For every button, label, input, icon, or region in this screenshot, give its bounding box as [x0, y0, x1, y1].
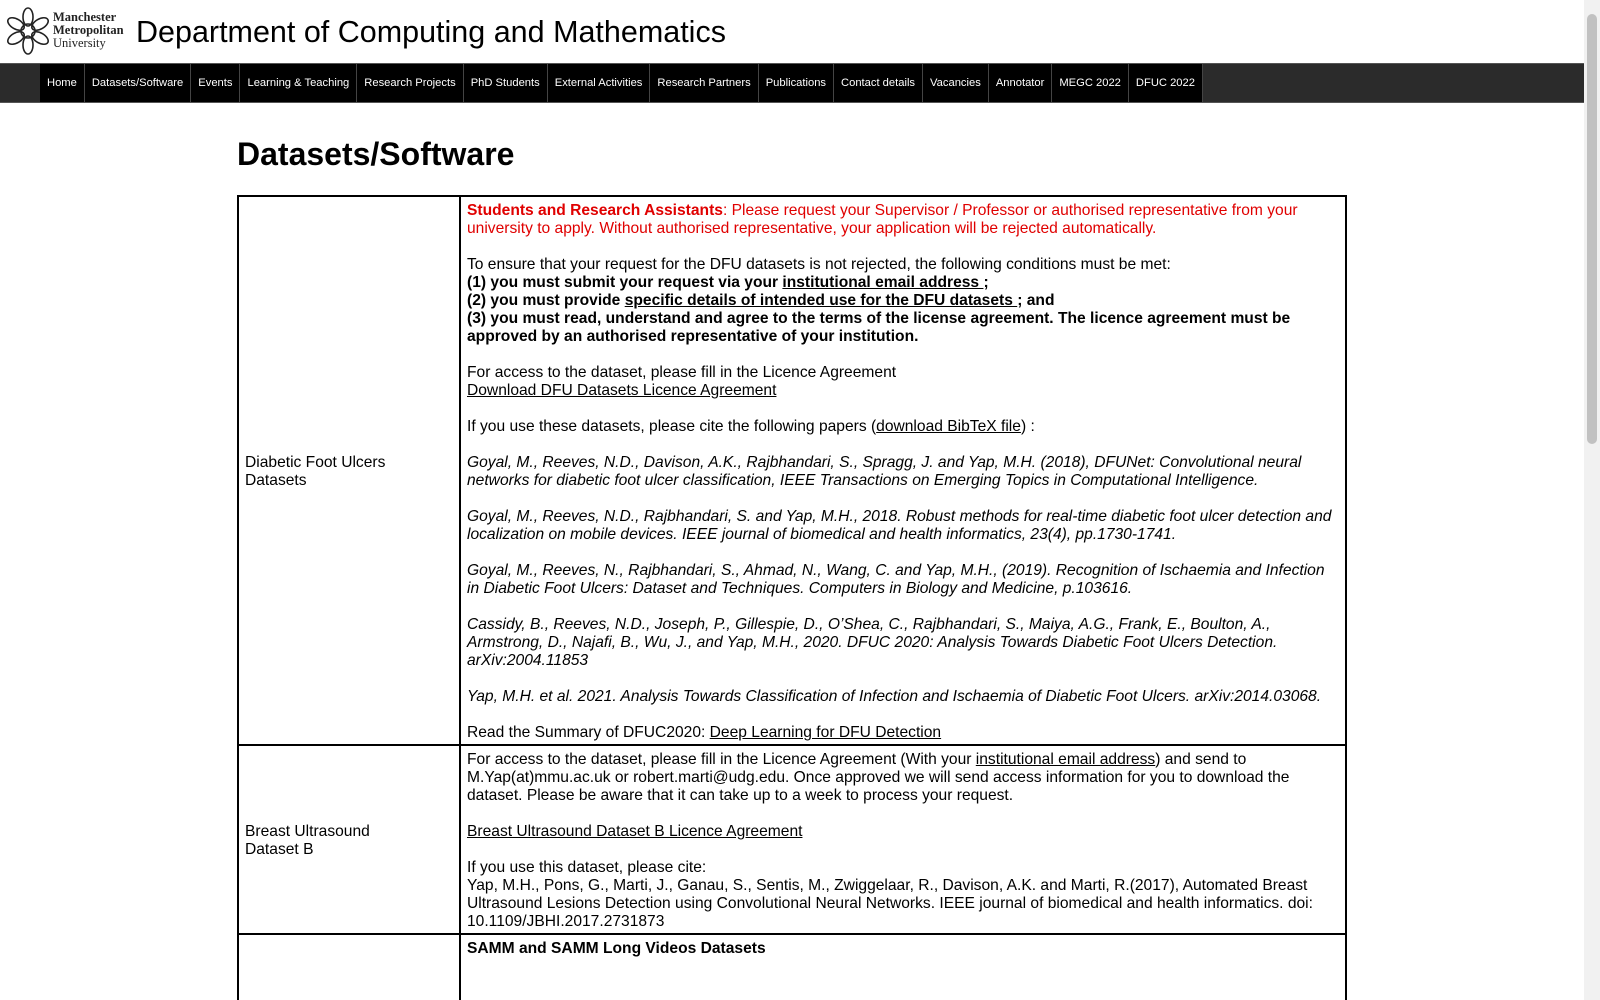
access-text: For access to the dataset, please fill in the Licence Agreement [467, 364, 897, 381]
conditions-intro: To ensure that your request for the DFU datasets is not rejected, the following conditions must be met: [467, 256, 1171, 273]
datasets-table [237, 195, 1347, 1000]
intended-use-link[interactable]: specific details of intended use for the DFU datasets [624, 292, 1018, 309]
condition-1: (1) you must submit your request via your institutional email address ; [467, 274, 989, 291]
nav-item-annotator[interactable]: Annotator [989, 64, 1053, 102]
logo-line-1: Manchester [53, 10, 117, 24]
summary-line: Read the Summary of DFUC2020: Deep Learning for DFU Detection [467, 724, 942, 741]
condition-2: (2) you must provide specific details of intended use for the DFU datasets ; and [467, 292, 1055, 309]
dataset-details-cell [460, 745, 1346, 934]
scrollbar-thumb[interactable] [1587, 14, 1597, 444]
citation: Cassidy, B., Reeves, N.D., Joseph, P., Gillespie, D., O’Shea, C., Rajbhandari, S., Maiya, A.G., Frank, E., Boulton, A., Armstrong, D., Najafi, B., Wu, J., and Yap, M.H., 2020. DFUC 2020: Analysis Towards Diabetic Foot Ulcers Detection. arXiv:2004.11853 [467, 616, 1278, 669]
bibtex-download-link[interactable]: download BibTeX file [876, 418, 1021, 435]
university-logo[interactable] [6, 7, 134, 55]
dfu-summary-link[interactable]: Deep Learning for DFU Detection [709, 724, 942, 741]
main-nav [0, 63, 1584, 103]
dataset-name-line: Datasets [245, 472, 307, 489]
nav-item-dfuc-2022[interactable]: DFUC 2022 [1129, 64, 1203, 102]
nav-item-external-activities[interactable]: External Activities [548, 64, 651, 102]
samm-title: SAMM and SAMM Long Videos Datasets [467, 940, 766, 957]
breast-institutional-email-link[interactable]: institutional email address [975, 751, 1156, 768]
table-row-breast [238, 745, 1346, 934]
citation: Yap, M.H., Pons, G., Marti, J., Ganau, S., Sentis, M., Zwiggelaar, R., Davison, A.K. and Marti, R.(2017), Automated Breast Ultrasound Lesions Detection using Convolutional Neural Networks. IEEE journal of biomedical and health informatics. doi: 10.1109/JBHI.2017.2731873 [467, 877, 1313, 930]
breast-licence-link[interactable]: Breast Ultrasound Dataset B Licence Agreement [467, 823, 803, 840]
nav-item-research-partners[interactable]: Research Partners [650, 64, 758, 102]
breast-cite-intro: If you use this dataset, please cite: [467, 859, 707, 876]
nav-item-megc-2022[interactable]: MEGC 2022 [1052, 64, 1129, 102]
dataset-name-line: Dataset B [245, 841, 314, 858]
table-row-samm [238, 934, 1346, 1000]
cite-intro: If you use these datasets, please cite the following papers (download BibTeX file) : [467, 418, 1035, 435]
warning-text: : Please request your Supervisor / Professor or authorised representative from your university to apply. Without authorised representative, your application will be rejected automatically. [467, 202, 1298, 237]
nav-list [40, 64, 1203, 102]
warning-notice [467, 202, 1339, 238]
dataset-name-cell [238, 934, 460, 1000]
breast-licence-block [467, 823, 1339, 841]
dataset-details-cell [460, 934, 1346, 1000]
vertical-scrollbar[interactable] [1584, 0, 1600, 1000]
university-name [53, 11, 124, 50]
dataset-name-cell [238, 196, 460, 745]
dataset-name-line: Diabetic Foot Ulcers [245, 454, 386, 471]
nav-item-publications[interactable]: Publications [759, 64, 834, 102]
institutional-email-link[interactable]: institutional email address [782, 274, 984, 291]
page-title: Datasets/Software [237, 136, 515, 172]
site-title: Department of Computing and Mathematics [136, 15, 726, 49]
university-emblem-icon [6, 7, 50, 55]
logo-line-2: Metropolitan [53, 23, 124, 37]
nav-item-events[interactable]: Events [191, 64, 240, 102]
access-block [467, 364, 1339, 400]
dataset-details-cell [460, 196, 1346, 745]
dataset-name-line: Breast Ultrasound [245, 823, 370, 840]
nav-item-contact-details[interactable]: Contact details [834, 64, 923, 102]
breast-access-text: For access to the dataset, please fill in the Licence Agreement (With your institutional email address) and send to M.Yap(at)mmu.ac.uk or robert.marti@udg.edu. Once approved we will send access information for you to download the dataset. Please be aware that it can take up to a week to process your request. [467, 751, 1290, 804]
citation: Goyal, M., Reeves, N.D., Davison, A.K., Rajbhandari, S., Spragg, J. and Yap, M.H. (2018), DFUNet: Convolutional neural networks for diabetic foot ulcer classification, IEEE Transactions on Emerging Topics in Computational Intelligence. [467, 454, 1302, 489]
warning-bold: Students and Research Assistants [467, 202, 723, 219]
nav-item-datasets-software[interactable]: Datasets/Software [85, 64, 191, 102]
conditions-block [467, 256, 1339, 346]
nav-item-vacancies[interactable]: Vacancies [923, 64, 989, 102]
nav-item-phd-students[interactable]: PhD Students [464, 64, 548, 102]
logo-line-3: University [53, 36, 106, 50]
condition-3: (3) you must read, understand and agree to the terms of the license agreement. The licence agreement must be approved by an authorised representative of your institution. [467, 310, 1291, 345]
citation: Yap, M.H. et al. 2021. Analysis Towards Classification of Infection and Ischaemia of Diabetic Foot Ulcers. arXiv:2014.03068. [467, 688, 1322, 705]
nav-item-learning-teaching[interactable]: Learning & Teaching [240, 64, 357, 102]
table-row-dfu [238, 196, 1346, 745]
citation: Goyal, M., Reeves, N.D., Rajbhandari, S. and Yap, M.H., 2018. Robust methods for real-time diabetic foot ulcer detection and localization on mobile devices. IEEE journal of biomedical and health informatics, 23(4), pp.1730-1741. [467, 508, 1332, 543]
nav-item-home[interactable]: Home [40, 64, 85, 102]
site-header [0, 0, 1584, 62]
citation: Goyal, M., Reeves, N., Rajbhandari, S., Ahmad, N., Wang, C. and Yap, M.H., (2019). Recognition of Ischaemia and Infection in Diabetic Foot Ulcers: Dataset and Techniques. Computers in Biology and Medicine, p.103616. [467, 562, 1325, 597]
dfu-licence-download-link[interactable]: Download DFU Datasets Licence Agreement [467, 382, 777, 399]
nav-item-research-projects[interactable]: Research Projects [357, 64, 463, 102]
dataset-name-cell [238, 745, 460, 934]
breast-cite-block [467, 859, 1339, 931]
